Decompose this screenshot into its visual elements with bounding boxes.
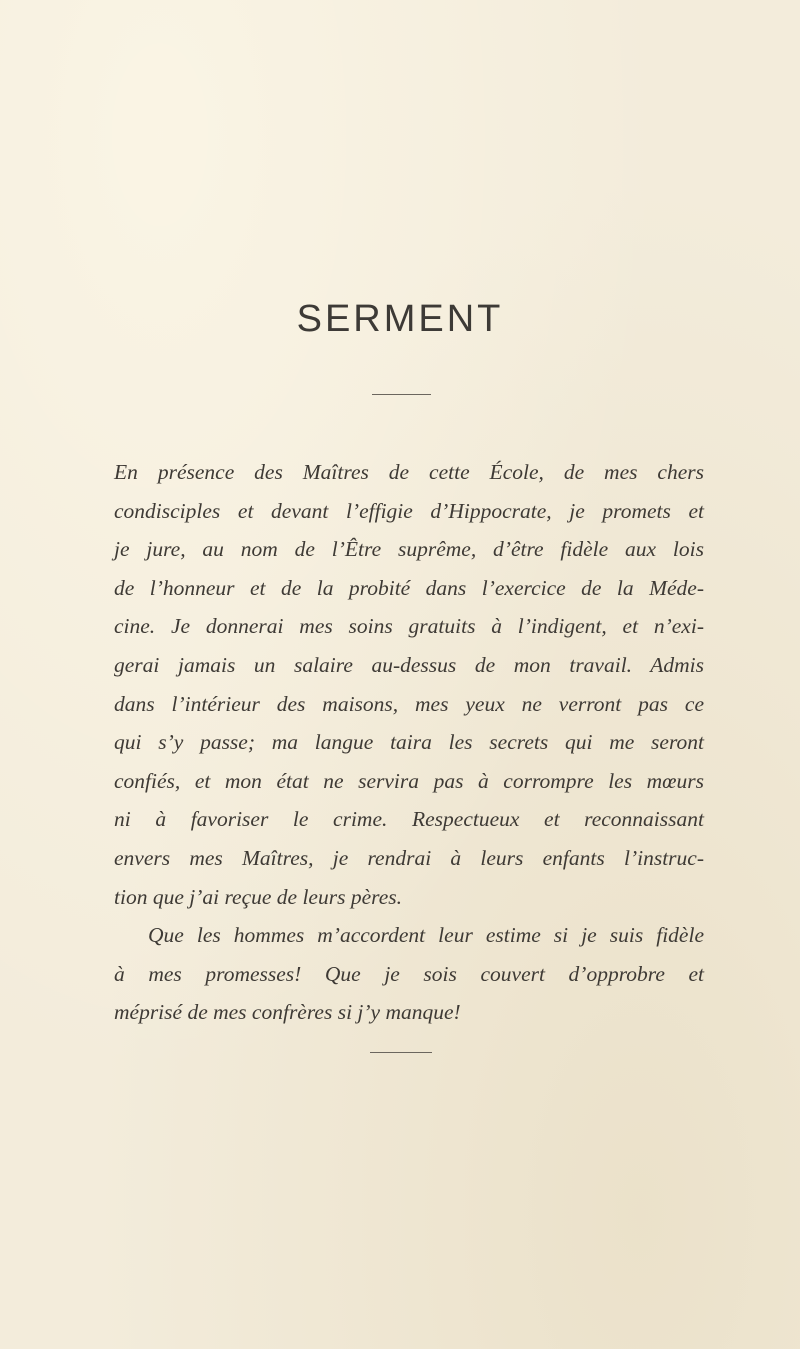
text-line: En présence des Maîtres de cette École, de mes chers (114, 460, 704, 484)
text-line: à mes promesses! Que je sois couvert d’opprobre et (114, 961, 704, 986)
title-divider (372, 394, 431, 395)
text-line: ni à favoriser le crime. Respectueux et reconnaissant (114, 807, 704, 832)
text-line: qui s’y passe; ma langue taira les secrets qui me seront (114, 730, 704, 755)
end-divider (370, 1052, 432, 1053)
oath-text (114, 453, 704, 1032)
text-line: confiés, et mon état ne servira pas à corrompre les mœurs (114, 768, 704, 793)
text-line: je jure, au nom de l’Être suprême, d’être fidèle aux lois (114, 537, 704, 562)
text-line: envers mes Maîtres, je rendrai à leurs enfants l’instruc- (114, 845, 704, 870)
text-line: gerai jamais un salaire au-dessus de mon travail. Admis (114, 652, 704, 677)
text-line: de l’honneur et de la probité dans l’exercice de la Méde- (114, 575, 704, 600)
text-line: Que les hommes m’accordent leur estime si je suis fidèle (148, 923, 704, 948)
text-line: méprisé de mes confrères si j’y manque! (114, 1000, 461, 1025)
text-line: cine. Je donnerai mes soins gratuits à l’indigent, et n’exi- (114, 614, 704, 639)
text-line: dans l’intérieur des maisons, mes yeux ne verront pas ce (114, 691, 704, 716)
page-title: SERMENT (296, 298, 504, 340)
oath-paragraph-1 (114, 453, 704, 916)
text-line: tion que j’ai reçue de leurs pères. (114, 884, 402, 909)
text-line: condisciples et devant l’effigie d’Hippocrate, je promets et (114, 498, 704, 523)
oath-paragraph-2 (114, 916, 704, 1032)
